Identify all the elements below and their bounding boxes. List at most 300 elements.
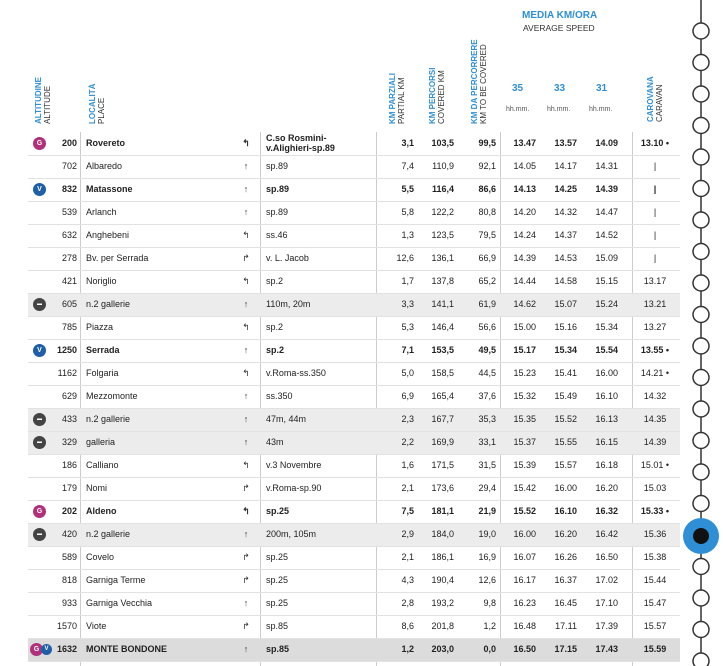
time-35: 16.07 xyxy=(513,552,536,562)
chain-node xyxy=(693,23,709,39)
place: MONTE BONDONE xyxy=(86,644,167,654)
place: n.2 gallerie xyxy=(86,414,131,424)
row-divider xyxy=(28,615,680,616)
table-row xyxy=(0,454,680,477)
road: sp.25 xyxy=(266,506,290,516)
row-divider xyxy=(28,454,680,455)
time-33: 16.37 xyxy=(554,575,577,585)
partial-km: 5,0 xyxy=(401,368,414,378)
table-row xyxy=(0,523,680,546)
table-row xyxy=(0,362,680,385)
direction-arrow-icon: ↑ xyxy=(243,299,249,309)
time-35: 14.13 xyxy=(513,184,536,194)
direction-arrow-icon: ↰ xyxy=(242,230,250,240)
time-35: 14.39 xyxy=(513,253,536,263)
remaining-km-header: KM DA PERCORRERE KM TO BE COVERED xyxy=(470,39,488,124)
table-row xyxy=(0,408,680,431)
caravan-time: 15.01 • xyxy=(640,460,670,470)
caravan-time: 15.38 xyxy=(643,552,667,562)
time-33: 14.32 xyxy=(554,207,577,217)
direction-arrow-icon: ↱ xyxy=(242,552,250,562)
time-31: 14.39 xyxy=(595,184,618,194)
row-divider xyxy=(28,362,680,363)
row-divider xyxy=(28,408,680,409)
direction-arrow-icon: ↱ xyxy=(242,575,250,585)
covered-km: 110,9 xyxy=(432,161,454,171)
covered-km: 184,0 xyxy=(431,529,454,539)
time-35: 14.05 xyxy=(513,161,536,171)
tunnel-icon: ▬ xyxy=(33,528,46,541)
road: sp.89 xyxy=(266,184,290,194)
place: n.2 gallerie xyxy=(86,299,131,309)
time-35: 16.50 xyxy=(513,644,536,654)
caravan-time: 14.21 • xyxy=(640,368,670,378)
road: sp.2 xyxy=(266,276,284,286)
altitude: 605 xyxy=(61,299,77,309)
road: sp.2 xyxy=(266,322,284,332)
chain-node xyxy=(693,338,709,354)
chain-node xyxy=(693,622,709,638)
partial-km: 2,9 xyxy=(401,529,414,539)
time-33: 16.00 xyxy=(554,483,577,493)
remaining-km: 61,9 xyxy=(478,299,496,309)
time-33: 13.57 xyxy=(554,138,577,148)
partial-km: 1,6 xyxy=(401,460,414,470)
caravan-time: 14.32 xyxy=(643,391,667,401)
chain-node xyxy=(693,149,709,165)
place: Piazza xyxy=(86,322,114,332)
covered-km: 158,5 xyxy=(431,368,454,378)
caravan-time: 15.33 • xyxy=(640,506,670,516)
remaining-km: 66,9 xyxy=(478,253,496,263)
place: Nomi xyxy=(86,483,108,493)
altitude: 186 xyxy=(61,460,77,470)
speed-31: 31 xyxy=(596,83,608,94)
caravan-time: 15.57 xyxy=(643,621,667,631)
partial-km: 2,1 xyxy=(401,552,414,562)
chain-node xyxy=(693,559,709,575)
tunnel-icon: ▬ xyxy=(33,298,46,311)
row-divider xyxy=(28,661,680,662)
caravan-time: | xyxy=(653,230,657,240)
partial-km: 2,8 xyxy=(401,598,414,608)
tunnel-icon: ▬ xyxy=(33,436,46,449)
covered-km: 181,1 xyxy=(431,506,454,516)
direction-arrow-icon: ↑ xyxy=(243,345,249,355)
direction-arrow-icon: ↱ xyxy=(242,253,250,263)
chain-node xyxy=(693,370,709,386)
covered-km: 165,4 xyxy=(431,391,454,401)
row-divider xyxy=(28,155,680,156)
covered-km: 169,9 xyxy=(431,437,454,447)
direction-arrow-icon: ↰ xyxy=(242,138,250,148)
route-chain xyxy=(682,0,723,666)
time-35: 14.24 xyxy=(513,230,536,240)
time-35: 15.39 xyxy=(513,460,536,470)
caravan-time: | xyxy=(653,184,657,194)
chain-node xyxy=(693,307,709,323)
chain-node xyxy=(693,55,709,71)
caravan-time: 15.03 xyxy=(643,483,667,493)
unit-33: hh.mm. xyxy=(547,106,571,113)
time-31: 17.43 xyxy=(595,644,618,654)
remaining-km: 92,1 xyxy=(478,161,496,171)
covered-km-header: KM PERCORSI COVERED KM xyxy=(428,67,446,124)
chain-node xyxy=(693,433,709,449)
time-31: 16.00 xyxy=(595,368,618,378)
time-31: 16.50 xyxy=(595,552,618,562)
route-table xyxy=(0,132,680,661)
table-row xyxy=(0,592,680,615)
caravan-time: 13.55 • xyxy=(640,345,670,355)
gpm-icon: G xyxy=(30,643,43,656)
time-31: 15.15 xyxy=(595,276,618,286)
road: v. L. Jacob xyxy=(266,253,309,263)
partial-km: 1,3 xyxy=(401,230,414,240)
place: Garniga Terme xyxy=(86,575,146,585)
table-row xyxy=(0,339,680,362)
time-33: 14.58 xyxy=(554,276,577,286)
altitude: 202 xyxy=(61,506,77,516)
remaining-km: 80,8 xyxy=(478,207,496,217)
altitude: 421 xyxy=(61,276,77,286)
covered-km: 190,4 xyxy=(431,575,454,585)
altitude: 785 xyxy=(61,322,77,332)
direction-arrow-icon: ↰ xyxy=(242,506,250,516)
remaining-km: 16,9 xyxy=(478,552,496,562)
altitude: 629 xyxy=(61,391,77,401)
place: Albaredo xyxy=(86,161,123,171)
altitude: 589 xyxy=(61,552,77,562)
caravan-time: 15.59 xyxy=(643,644,667,654)
remaining-km: 79,5 xyxy=(478,230,496,240)
caravan-time: 15.44 xyxy=(643,575,667,585)
time-35: 16.17 xyxy=(513,575,536,585)
direction-arrow-icon: ↰ xyxy=(242,368,250,378)
time-35: 15.17 xyxy=(513,345,536,355)
time-31: 14.31 xyxy=(595,161,618,171)
time-33: 15.34 xyxy=(554,345,577,355)
place: Calliano xyxy=(86,460,119,470)
remaining-km: 86,6 xyxy=(478,184,496,194)
road: sp.85 xyxy=(266,644,290,654)
place: Serrada xyxy=(86,345,120,355)
time-33: 15.07 xyxy=(554,299,577,309)
time-35: 16.23 xyxy=(513,598,536,608)
partial-km: 3,1 xyxy=(401,138,414,148)
caravan-time: 13.21 xyxy=(643,299,667,309)
remaining-km: 37,6 xyxy=(478,391,496,401)
road: ss.350 xyxy=(266,391,293,401)
remaining-km: 56,6 xyxy=(478,322,496,332)
chain-node xyxy=(693,181,709,197)
row-divider xyxy=(28,523,680,524)
time-31: 15.24 xyxy=(595,299,618,309)
covered-km: 103,5 xyxy=(431,138,454,148)
caravan-time: 13.10 • xyxy=(640,138,670,148)
caravan-time: | xyxy=(653,207,657,217)
gpm-icon: G xyxy=(33,505,46,518)
time-33: 14.53 xyxy=(554,253,577,263)
direction-arrow-icon: ↰ xyxy=(242,460,250,470)
table-row xyxy=(0,132,680,155)
time-35: 15.35 xyxy=(513,414,536,424)
gpv-icon: V xyxy=(41,644,52,655)
time-31: 16.18 xyxy=(595,460,618,470)
time-31: 15.09 xyxy=(595,253,618,263)
direction-arrow-icon: ↑ xyxy=(243,184,249,194)
altitude: 179 xyxy=(61,483,77,493)
table-row xyxy=(0,178,680,201)
time-31: 17.02 xyxy=(595,575,618,585)
altitude: 818 xyxy=(61,575,77,585)
covered-km: 122,2 xyxy=(431,207,454,217)
covered-km: 123,5 xyxy=(431,230,454,240)
direction-arrow-icon: ↑ xyxy=(243,437,249,447)
remaining-km: 0,0 xyxy=(483,644,496,654)
time-33: 17.15 xyxy=(554,644,577,654)
caravan-time: | xyxy=(653,161,657,171)
altitude: 933 xyxy=(61,598,77,608)
road: 47m, 44m xyxy=(266,414,307,424)
time-35: 14.62 xyxy=(513,299,536,309)
time-33: 16.10 xyxy=(554,506,577,516)
caravan-header: CAROVANA CARAVAN xyxy=(646,76,664,122)
road: v.Roma-ss.350 xyxy=(266,368,326,378)
altitude: 1570 xyxy=(56,621,77,631)
table-row xyxy=(0,500,680,523)
place: Folgaria xyxy=(86,368,119,378)
caravan-time: 15.47 xyxy=(643,598,667,608)
time-33: 16.26 xyxy=(554,552,577,562)
place-header: LOCALITÀ PLACE xyxy=(88,83,106,124)
time-31: 16.13 xyxy=(595,414,618,424)
direction-arrow-icon: ↑ xyxy=(243,414,249,424)
place: n.2 gallerie xyxy=(86,529,131,539)
time-35: 15.00 xyxy=(513,322,536,332)
table-row xyxy=(0,155,680,178)
altitude-header: ALTITUDINE ALTITUDE xyxy=(34,77,52,124)
place: Anghebeni xyxy=(86,230,130,240)
covered-km: 146,4 xyxy=(431,322,454,332)
caravan-time: | xyxy=(653,253,657,263)
table-row xyxy=(0,270,680,293)
chain-node xyxy=(693,496,709,512)
speed-35: 35 xyxy=(512,83,524,94)
time-31: 16.42 xyxy=(595,529,618,539)
unit-35: hh.mm. xyxy=(506,106,530,113)
time-31: 16.20 xyxy=(595,483,618,493)
tunnel-icon: ▬ xyxy=(33,413,46,426)
remaining-km: 31,5 xyxy=(478,460,496,470)
altitude: 832 xyxy=(61,184,77,194)
altitude: 1632 xyxy=(56,644,77,654)
time-31: 17.10 xyxy=(595,598,618,608)
road: v.3 Novembre xyxy=(266,460,322,470)
table-row xyxy=(0,247,680,270)
row-divider xyxy=(28,316,680,317)
road: sp.25 xyxy=(266,575,289,585)
direction-arrow-icon: ↰ xyxy=(242,276,250,286)
direction-arrow-icon: ↱ xyxy=(242,621,250,631)
gpm-icon: G xyxy=(33,137,46,150)
time-33: 15.16 xyxy=(554,322,577,332)
time-31: 15.54 xyxy=(595,345,618,355)
remaining-km: 99,5 xyxy=(478,138,496,148)
row-divider xyxy=(28,477,680,478)
speed-header: MEDIA KM/ORA xyxy=(522,10,598,21)
road: sp.85 xyxy=(266,621,289,631)
road: sp.25 xyxy=(266,598,289,608)
place: Viote xyxy=(86,621,107,631)
partial-km: 4,3 xyxy=(401,575,414,585)
place: Covelo xyxy=(86,552,115,562)
altitude: 1250 xyxy=(56,345,77,355)
time-35: 15.37 xyxy=(513,437,536,447)
partial-km: 7,5 xyxy=(401,506,414,516)
road xyxy=(266,133,335,156)
chain-node xyxy=(693,244,709,260)
covered-km: 201,8 xyxy=(431,621,454,631)
road: sp.2 xyxy=(266,345,285,355)
partial-km: 1,7 xyxy=(401,276,414,286)
table-row xyxy=(0,638,680,661)
caravan-time: 14.35 xyxy=(643,414,667,424)
road: v.Roma-sp.90 xyxy=(266,483,322,493)
covered-km: 116,4 xyxy=(431,184,454,194)
chain-node xyxy=(693,86,709,102)
altitude: 278 xyxy=(61,253,77,263)
altitude: 539 xyxy=(61,207,77,217)
time-33: 14.25 xyxy=(554,184,577,194)
road: 200m, 105m xyxy=(266,529,317,539)
remaining-km: 12,6 xyxy=(478,575,496,585)
place: Matassone xyxy=(86,184,133,194)
caravan-time: 15.36 xyxy=(643,529,667,539)
partial-km: 5,8 xyxy=(401,207,414,217)
row-divider xyxy=(28,385,680,386)
time-31: 14.47 xyxy=(595,207,618,217)
covered-km: 193,2 xyxy=(431,598,454,608)
time-31: 16.32 xyxy=(595,506,618,516)
remaining-km: 65,2 xyxy=(478,276,496,286)
road-line-2: v.Alighieri-sp.89 xyxy=(266,143,335,153)
current-position-dot xyxy=(693,528,709,544)
row-divider xyxy=(28,270,680,271)
remaining-km: 21,9 xyxy=(478,506,496,516)
time-35: 13.47 xyxy=(513,138,536,148)
time-35: 14.44 xyxy=(513,276,536,286)
altitude: 200 xyxy=(61,138,77,148)
altitude: 632 xyxy=(61,230,77,240)
chain-node xyxy=(693,212,709,228)
table-row xyxy=(0,615,680,638)
remaining-km: 1,2 xyxy=(483,621,496,631)
direction-arrow-icon: ↑ xyxy=(243,161,249,171)
direction-arrow-icon: ↑ xyxy=(243,529,249,539)
time-33: 15.55 xyxy=(554,437,577,447)
partial-km: 1,2 xyxy=(401,644,414,654)
time-35: 15.42 xyxy=(513,483,536,493)
partial-km: 7,4 xyxy=(401,161,414,171)
covered-km: 203,0 xyxy=(431,644,454,654)
time-35: 15.23 xyxy=(513,368,536,378)
remaining-km: 44,5 xyxy=(478,368,496,378)
row-divider xyxy=(28,293,680,294)
partial-km: 12,6 xyxy=(396,253,414,263)
partial-km: 5,3 xyxy=(401,322,414,332)
time-31: 16.10 xyxy=(595,391,618,401)
place: galleria xyxy=(86,437,116,447)
covered-km: 186,1 xyxy=(431,552,454,562)
row-divider xyxy=(28,569,680,570)
road: sp.25 xyxy=(266,552,289,562)
caravan-time: 13.27 xyxy=(643,322,667,332)
caravan-time: 14.39 xyxy=(643,437,667,447)
gpv-icon: V xyxy=(33,183,46,196)
table-row xyxy=(0,224,680,247)
row-divider xyxy=(28,339,680,340)
caravan-time: 13.17 xyxy=(643,276,667,286)
time-33: 15.52 xyxy=(554,414,577,424)
altitude: 702 xyxy=(61,161,77,171)
chain-node xyxy=(693,653,709,666)
place: Mezzomonte xyxy=(86,391,138,401)
table-row xyxy=(0,316,680,339)
chain-node xyxy=(693,401,709,417)
remaining-km: 29,4 xyxy=(478,483,496,493)
partial-km-header: KM PARZIALI PARTIAL KM xyxy=(388,73,406,124)
time-31: 16.15 xyxy=(595,437,618,447)
place: Rovereto xyxy=(86,138,126,148)
altitude: 1162 xyxy=(57,368,77,378)
road-line-1: C.so Rosmini- xyxy=(266,133,327,143)
time-35: 16.00 xyxy=(513,529,536,539)
partial-km: 5,5 xyxy=(401,184,414,194)
covered-km: 173,6 xyxy=(431,483,454,493)
row-divider xyxy=(28,178,680,179)
chain-node xyxy=(693,118,709,134)
table-row xyxy=(0,385,680,408)
direction-arrow-icon: ↑ xyxy=(243,207,249,217)
chain-node xyxy=(693,275,709,291)
direction-arrow-icon: ↰ xyxy=(242,322,250,332)
chain-node xyxy=(693,464,709,480)
place: Noriglio xyxy=(86,276,117,286)
covered-km: 136,1 xyxy=(431,253,454,263)
partial-km: 7,1 xyxy=(401,345,414,355)
road: sp.89 xyxy=(266,207,289,217)
time-33: 15.49 xyxy=(554,391,577,401)
unit-31: hh.mm. xyxy=(589,106,613,113)
time-33: 15.57 xyxy=(554,460,577,470)
altitude: 433 xyxy=(61,414,77,424)
time-33: 17.11 xyxy=(555,621,577,631)
time-33: 15.41 xyxy=(554,368,577,378)
direction-arrow-icon: ↑ xyxy=(243,644,249,654)
covered-km: 167,7 xyxy=(431,414,454,424)
time-31: 15.34 xyxy=(595,322,618,332)
row-divider xyxy=(28,431,680,432)
time-35: 14.20 xyxy=(513,207,536,217)
place: Arlanch xyxy=(86,207,117,217)
remaining-km: 33,1 xyxy=(478,437,496,447)
road: 43m xyxy=(266,437,284,447)
row-divider xyxy=(28,247,680,248)
time-33: 14.17 xyxy=(554,161,577,171)
altitude: 420 xyxy=(61,529,77,539)
row-divider xyxy=(28,500,680,501)
